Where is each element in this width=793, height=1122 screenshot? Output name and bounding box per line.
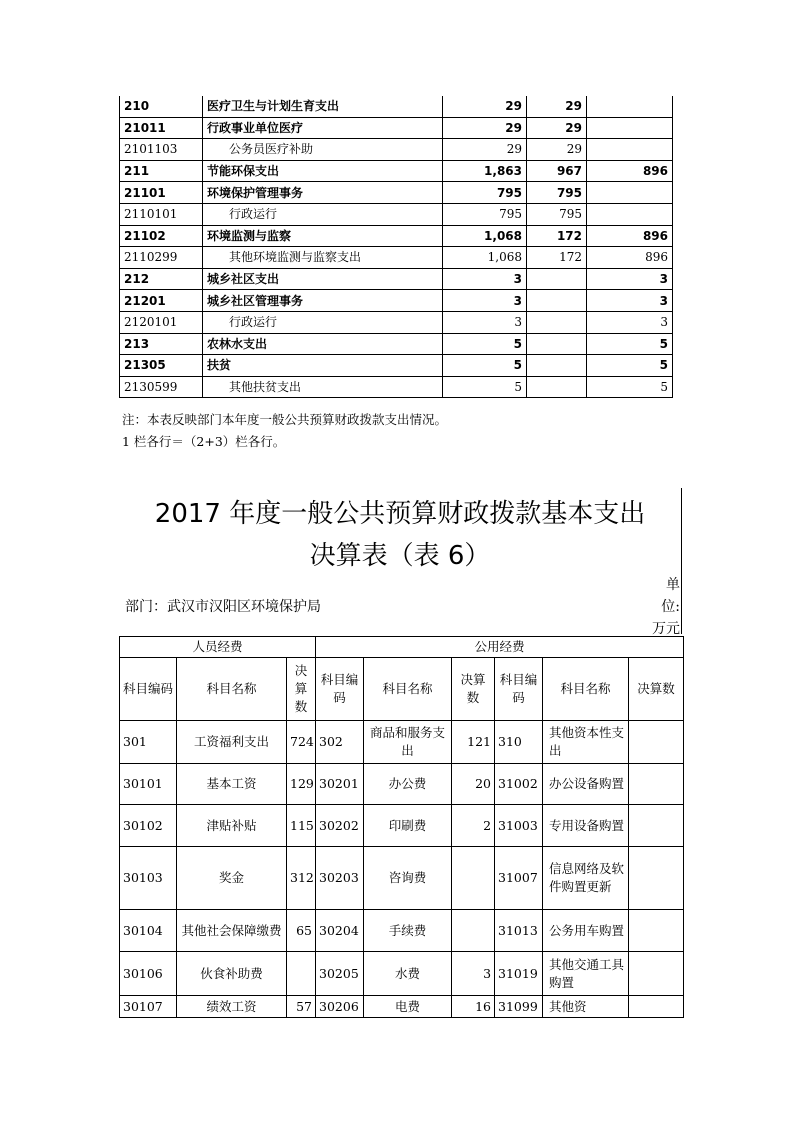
row-code: 2130599 bbox=[120, 376, 203, 398]
row-total: 3 bbox=[443, 311, 527, 333]
public-name: 水费 bbox=[364, 952, 452, 996]
row-project: 5 bbox=[587, 376, 673, 398]
row-total: 795 bbox=[443, 203, 527, 225]
personnel-name: 其他社会保障缴费 bbox=[177, 910, 287, 952]
row-project: 896 bbox=[587, 225, 673, 247]
capital-code: 31013 bbox=[495, 910, 543, 952]
row-basic: 795 bbox=[527, 203, 587, 225]
page-title-line-2: 决算表（表 6） bbox=[309, 541, 491, 571]
row-project bbox=[587, 139, 673, 161]
personnel-name: 基本工资 bbox=[177, 764, 287, 805]
personnel-code: 30104 bbox=[120, 910, 177, 952]
row-name: 农林水支出 bbox=[203, 333, 443, 355]
group-header-public: 公用经费 bbox=[316, 637, 684, 658]
personnel-name: 伙食补助费 bbox=[177, 952, 287, 996]
table-row bbox=[120, 805, 684, 847]
row-project bbox=[587, 117, 673, 139]
row-code: 2110299 bbox=[120, 247, 203, 269]
personnel-code: 30102 bbox=[120, 805, 177, 847]
table-row bbox=[120, 96, 673, 117]
personnel-code: 30103 bbox=[120, 847, 177, 910]
divider-line bbox=[681, 488, 682, 634]
capital-name: 其他资 bbox=[543, 996, 629, 1018]
capital-name: 公务用车购置 bbox=[543, 910, 629, 952]
row-total: 29 bbox=[443, 117, 527, 139]
row-name: 扶贫 bbox=[203, 355, 443, 377]
row-basic bbox=[527, 311, 587, 333]
row-name: 其他扶贫支出 bbox=[203, 376, 443, 398]
personnel-amount: 312 bbox=[287, 847, 316, 910]
public-name: 办公费 bbox=[364, 764, 452, 805]
public-amount: 3 bbox=[452, 952, 495, 996]
row-project bbox=[587, 182, 673, 204]
row-basic bbox=[527, 268, 587, 290]
personnel-name: 津贴补贴 bbox=[177, 805, 287, 847]
capital-name: 其他资本性支出 bbox=[543, 721, 629, 764]
basic-expenditure-table bbox=[119, 636, 684, 1018]
group-header-personnel: 人员经费 bbox=[120, 637, 316, 658]
public-code: 30202 bbox=[316, 805, 364, 847]
public-name: 电费 bbox=[364, 996, 452, 1018]
table-row bbox=[120, 333, 673, 355]
table-note-1: 注：本表反映部门本年度一般公共预算财政拨款支出情况。 bbox=[122, 412, 448, 427]
capital-amount bbox=[629, 847, 684, 910]
row-project: 3 bbox=[587, 290, 673, 312]
public-name: 咨询费 bbox=[364, 847, 452, 910]
row-project: 3 bbox=[587, 268, 673, 290]
public-amount: 20 bbox=[452, 764, 495, 805]
public-code: 30203 bbox=[316, 847, 364, 910]
row-total: 1,068 bbox=[443, 225, 527, 247]
capital-code: 310 bbox=[495, 721, 543, 764]
capital-amount bbox=[629, 764, 684, 805]
unit-line-1: 单 bbox=[666, 577, 680, 593]
public-amount: 16 bbox=[452, 996, 495, 1018]
row-name: 公务员医疗补助 bbox=[203, 139, 443, 161]
row-basic: 967 bbox=[527, 160, 587, 182]
row-total: 29 bbox=[443, 96, 527, 117]
header-amount: 决算数 bbox=[452, 658, 495, 721]
table-row bbox=[120, 311, 673, 333]
row-basic bbox=[527, 376, 587, 398]
capital-amount bbox=[629, 721, 684, 764]
row-basic: 29 bbox=[527, 117, 587, 139]
capital-name: 办公设备购置 bbox=[543, 764, 629, 805]
public-code: 30201 bbox=[316, 764, 364, 805]
header-name: 科目名称 bbox=[364, 658, 452, 721]
row-basic: 172 bbox=[527, 225, 587, 247]
public-code: 30205 bbox=[316, 952, 364, 996]
row-project: 5 bbox=[587, 355, 673, 377]
row-total: 795 bbox=[443, 182, 527, 204]
row-project: 896 bbox=[587, 160, 673, 182]
capital-amount bbox=[629, 996, 684, 1018]
personnel-amount bbox=[287, 952, 316, 996]
table-note-2: 1 栏各行＝（2+3）栏各行。 bbox=[122, 434, 286, 449]
table-row bbox=[120, 290, 673, 312]
row-basic bbox=[527, 355, 587, 377]
row-code: 210 bbox=[120, 96, 203, 117]
header-code: 科目编码 bbox=[316, 658, 364, 721]
row-code: 2110101 bbox=[120, 203, 203, 225]
table-row bbox=[120, 182, 673, 204]
public-amount bbox=[452, 847, 495, 910]
capital-amount bbox=[629, 910, 684, 952]
row-name: 行政事业单位医疗 bbox=[203, 117, 443, 139]
header-code: 科目编码 bbox=[495, 658, 543, 721]
header-amount: 决算数 bbox=[287, 658, 316, 721]
capital-name: 专用设备购置 bbox=[543, 805, 629, 847]
public-amount: 121 bbox=[452, 721, 495, 764]
header-name: 科目名称 bbox=[543, 658, 629, 721]
row-project: 3 bbox=[587, 311, 673, 333]
page-title-line-1: 2017 年度一般公共预算财政拨款基本支出 bbox=[154, 499, 646, 529]
personnel-code: 301 bbox=[120, 721, 177, 764]
row-code: 2101103 bbox=[120, 139, 203, 161]
table-row bbox=[120, 160, 673, 182]
row-code: 21201 bbox=[120, 290, 203, 312]
personnel-name: 工资福利支出 bbox=[177, 721, 287, 764]
table-row bbox=[120, 203, 673, 225]
personnel-amount: 65 bbox=[287, 910, 316, 952]
row-total: 3 bbox=[443, 268, 527, 290]
unit-line-3: 万元 bbox=[652, 621, 680, 637]
row-name: 环境监测与监察 bbox=[203, 225, 443, 247]
table-row bbox=[120, 117, 673, 139]
row-code: 21305 bbox=[120, 355, 203, 377]
row-code: 211 bbox=[120, 160, 203, 182]
row-project: 5 bbox=[587, 333, 673, 355]
unit-label bbox=[648, 574, 680, 640]
row-name: 医疗卫生与计划生育支出 bbox=[203, 96, 443, 117]
capital-amount bbox=[629, 952, 684, 996]
row-total: 5 bbox=[443, 376, 527, 398]
table-row bbox=[120, 376, 673, 398]
row-name: 行政运行 bbox=[203, 311, 443, 333]
public-code: 30204 bbox=[316, 910, 364, 952]
department-label: 部门：武汉市汉阳区环境保护局 bbox=[125, 599, 321, 615]
header-amount: 决算数 bbox=[629, 658, 684, 721]
row-project: 896 bbox=[587, 247, 673, 269]
capital-code: 31002 bbox=[495, 764, 543, 805]
table-row bbox=[120, 910, 684, 952]
personnel-amount: 57 bbox=[287, 996, 316, 1018]
row-basic: 29 bbox=[527, 96, 587, 117]
public-code: 302 bbox=[316, 721, 364, 764]
header-code: 科目编码 bbox=[120, 658, 177, 721]
row-code: 2120101 bbox=[120, 311, 203, 333]
row-name: 行政运行 bbox=[203, 203, 443, 225]
table-row bbox=[120, 247, 673, 269]
row-total: 1,863 bbox=[443, 160, 527, 182]
header-name: 科目名称 bbox=[177, 658, 287, 721]
table-row bbox=[120, 996, 684, 1018]
capital-code: 31003 bbox=[495, 805, 543, 847]
row-project bbox=[587, 96, 673, 117]
row-code: 21102 bbox=[120, 225, 203, 247]
row-basic bbox=[527, 333, 587, 355]
row-basic bbox=[527, 290, 587, 312]
row-project bbox=[587, 203, 673, 225]
row-basic: 29 bbox=[527, 139, 587, 161]
table-row bbox=[120, 952, 684, 996]
personnel-name: 奖金 bbox=[177, 847, 287, 910]
row-name: 城乡社区管理事务 bbox=[203, 290, 443, 312]
table-row bbox=[120, 225, 673, 247]
personnel-code: 30101 bbox=[120, 764, 177, 805]
public-code: 30206 bbox=[316, 996, 364, 1018]
unit-line-2: 位: bbox=[661, 599, 680, 615]
public-amount bbox=[452, 910, 495, 952]
capital-amount bbox=[629, 805, 684, 847]
public-name: 印刷费 bbox=[364, 805, 452, 847]
personnel-amount: 129 bbox=[287, 764, 316, 805]
row-code: 212 bbox=[120, 268, 203, 290]
personnel-amount: 115 bbox=[287, 805, 316, 847]
capital-name: 其他交通工具购置 bbox=[543, 952, 629, 996]
row-name: 节能环保支出 bbox=[203, 160, 443, 182]
capital-code: 31007 bbox=[495, 847, 543, 910]
row-total: 5 bbox=[443, 355, 527, 377]
table-row bbox=[120, 355, 673, 377]
public-name: 手续费 bbox=[364, 910, 452, 952]
row-name: 城乡社区支出 bbox=[203, 268, 443, 290]
personnel-name: 绩效工资 bbox=[177, 996, 287, 1018]
table-row bbox=[120, 721, 684, 764]
table-row bbox=[120, 764, 684, 805]
capital-code: 31019 bbox=[495, 952, 543, 996]
public-amount: 2 bbox=[452, 805, 495, 847]
row-name: 其他环境监测与监察支出 bbox=[203, 247, 443, 269]
row-total: 5 bbox=[443, 333, 527, 355]
table-row bbox=[120, 847, 684, 910]
row-total: 1,068 bbox=[443, 247, 527, 269]
row-code: 21101 bbox=[120, 182, 203, 204]
expenditure-table-continued bbox=[119, 96, 673, 398]
capital-name: 信息网络及软件购置更新 bbox=[543, 847, 629, 910]
personnel-amount: 724 bbox=[287, 721, 316, 764]
capital-code: 31099 bbox=[495, 996, 543, 1018]
row-code: 21011 bbox=[120, 117, 203, 139]
row-name: 环境保护管理事务 bbox=[203, 182, 443, 204]
row-total: 3 bbox=[443, 290, 527, 312]
public-name: 商品和服务支出 bbox=[364, 721, 452, 764]
personnel-code: 30106 bbox=[120, 952, 177, 996]
table-row bbox=[120, 268, 673, 290]
personnel-code: 30107 bbox=[120, 996, 177, 1018]
row-basic: 795 bbox=[527, 182, 587, 204]
row-basic: 172 bbox=[527, 247, 587, 269]
row-code: 213 bbox=[120, 333, 203, 355]
table-row bbox=[120, 139, 673, 161]
row-total: 29 bbox=[443, 139, 527, 161]
